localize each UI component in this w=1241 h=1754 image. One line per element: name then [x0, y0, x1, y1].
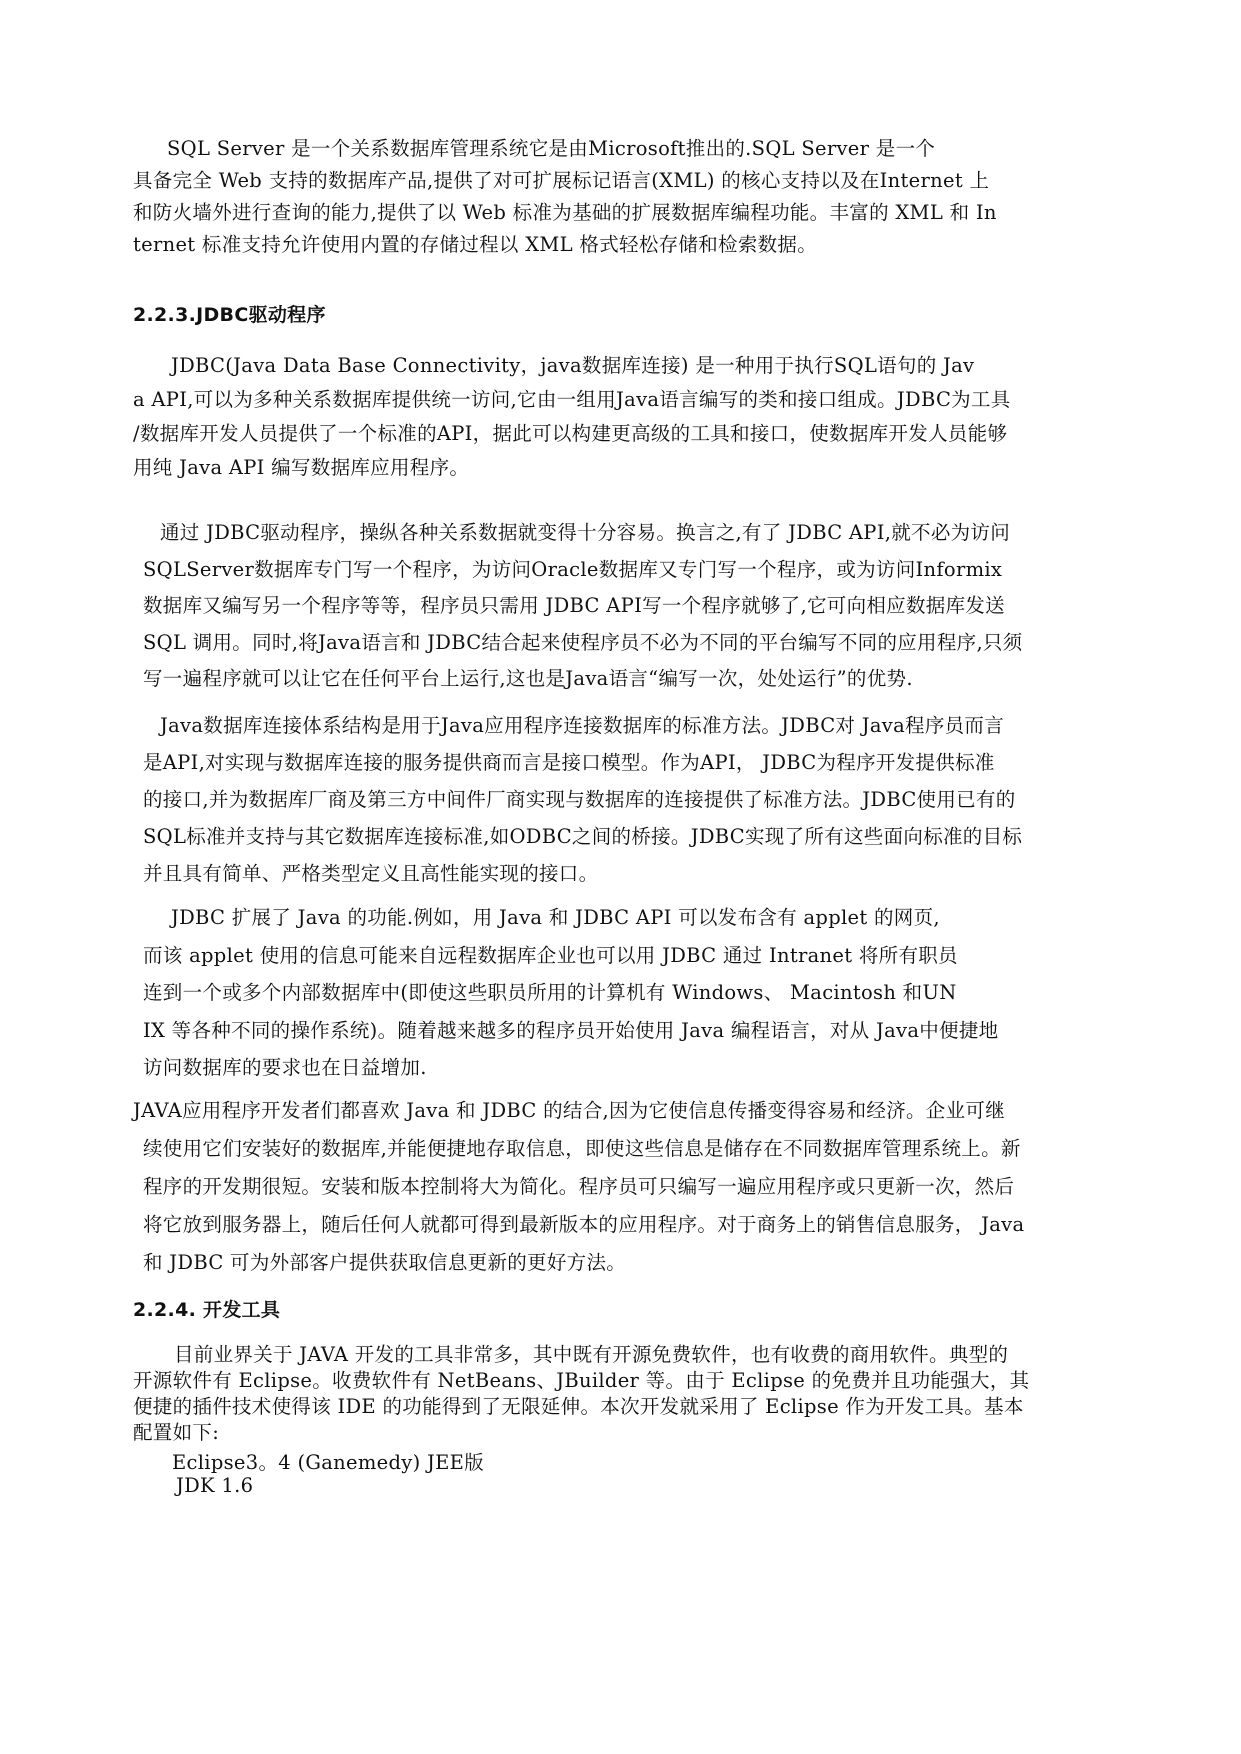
- text-line: SQL 调用。同时,将Java语言和 JDBC结合起来使程序员不必为不同的平台编写不同的应用程序,只须: [143, 630, 1023, 654]
- paragraph-dev-tools: [133, 1342, 1029, 1446]
- paragraph-sql-server: [133, 133, 997, 261]
- text-line: 写一遍程序就可以让它在任何平台上运行,这也是Java语言“编写一次，处处运行”的优势.: [143, 667, 913, 690]
- text-line: /数据库开发人员提供了一个标准的API，据此可以构建更高级的工具和接口，使数据库开发人员能够: [133, 422, 1008, 445]
- config-jdk: JDK 1.6: [176, 1474, 254, 1497]
- text-line: 目前业界关于 JAVA 开发的工具非常多，其中既有开源免费软件，也有收费的商用软件。典型的: [174, 1343, 1009, 1366]
- text-line: 而该 applet 使用的信息可能来自远程数据库企业也可以用 JDBC 通过 Intranet 将所有职员: [143, 943, 958, 967]
- text-line: 续使用它们安装好的数据库,并能便捷地存取信息，即使这些信息是储存在不同数据库管理系统上。新: [143, 1137, 1021, 1160]
- text-line: SQL Server 是一个关系数据库管理系统它是由Microsoft推出的.SQL Server 是一个: [167, 137, 936, 160]
- text-line: 访问数据库的要求也在日益增加.: [143, 1056, 427, 1079]
- text-line: JAVA应用程序开发者们都喜欢 Java 和 JDBC 的结合,因为它使信息传播变得容易和经济。企业可继: [133, 1099, 1006, 1122]
- text-line: SQL标准并支持与其它数据库连接标准,如ODBC之间的桥接。JDBC实现了所有这些面向标准的目标: [143, 825, 1023, 848]
- paragraph-jdbc-intro: [133, 349, 1011, 485]
- text-line: JDBC(Java Data Base Connectivity，java数据库连接) 是一种用于执行SQL语句的 Jav: [171, 354, 975, 377]
- paragraph-jdbc-architecture: [143, 707, 1022, 892]
- text-line: JDBC 扩展了 Java 的功能.例如，用 Java 和 JDBC API 可以发布含有 applet 的网页,: [171, 906, 940, 929]
- config-eclipse: Eclipse3。4 (Ganemedy) JEE版: [172, 1451, 485, 1474]
- text-line: 和 JDBC 可为外部客户提供获取信息更新的更好方法。: [143, 1251, 627, 1274]
- text-line: 并且具有简单、严格类型定义且高性能实现的接口。: [143, 862, 599, 885]
- text-line: 配置如下:: [133, 1421, 220, 1444]
- text-line: 程序的开发期很短。安装和版本控制将大为简化。程序员可只编写一遍应用程序或只更新一次，然后: [143, 1175, 1015, 1198]
- text-line: 数据库又编写另一个程序等等，程序员只需用 JDBC API写一个程序就够了,它可向相应数据库发送: [143, 594, 1005, 617]
- text-line: 便捷的插件技术使得该 IDE 的功能得到了无限延伸。本次开发就采用了 Eclipse 作为开发工具。基本: [133, 1395, 1024, 1418]
- section-heading-jdbc: 2.2.3.JDBC驱动程序: [133, 304, 326, 326]
- text-line: 开源软件有 Eclipse。收费软件有 NetBeans、JBuilder 等。由于 Eclipse 的免费并且功能强大，其: [133, 1369, 1030, 1392]
- text-line: 具备完全 Web 支持的数据库产品,提供了对可扩展标记语言(XML) 的核心支持以及在Internet 上: [133, 169, 990, 192]
- text-line: 和防火墙外进行查询的能力,提供了以 Web 标准为基础的扩展数据库编程功能。丰富的 XML 和 In: [133, 201, 997, 224]
- section-heading-dev-tools: 2.2.4. 开发工具: [133, 1299, 281, 1321]
- paragraph-jdbc-extends-java: [143, 899, 998, 1087]
- text-line: IX 等各种不同的操作系统)。随着越来越多的程序员开始使用 Java 编程语言，对从 Java中便捷地: [143, 1018, 999, 1042]
- text-line: 通过 JDBC驱动程序，操纵各种关系数据就变得十分容易。换言之,有了 JDBC API,就不必为访问: [160, 521, 1011, 544]
- text-line: 将它放到服务器上，随后任何人就都可得到最新版本的应用程序。对于商务上的销售信息服务， Java: [143, 1213, 1025, 1236]
- paragraph-java-developers: [133, 1092, 1024, 1282]
- text-line: a API,可以为多种关系数据库提供统一访问,它由一组用Java语言编写的类和接口组成。JDBC为工具: [133, 388, 1011, 411]
- paragraph-jdbc-driver: [143, 515, 1023, 698]
- text-line: ternet 标准支持允许使用内置的存储过程以 XML 格式轻松存储和检索数据。: [133, 233, 818, 256]
- text-line: SQLServer数据库专门写一个程序，为访问Oracle数据库又专门写一个程序，或为访问Informix: [143, 557, 1003, 581]
- text-line: 是API,对实现与数据库连接的服务提供商而言是接口模型。作为API， JDBC为程序开发提供标准: [143, 751, 995, 774]
- text-line: 连到一个或多个内部数据库中(即使这些职员所用的计算机有 Windows、 Macintosh 和UN: [143, 981, 957, 1004]
- text-line: 的接口,并为数据库厂商及第三方中间件厂商实现与数据库的连接提供了标准方法。JDBC使用已有的: [143, 788, 1016, 811]
- text-line: 用纯 Java API 编写数据库应用程序。: [133, 456, 470, 479]
- text-line: Java数据库连接体系结构是用于Java应用程序连接数据库的标准方法。JDBC对 Java程序员而言: [160, 714, 1005, 737]
